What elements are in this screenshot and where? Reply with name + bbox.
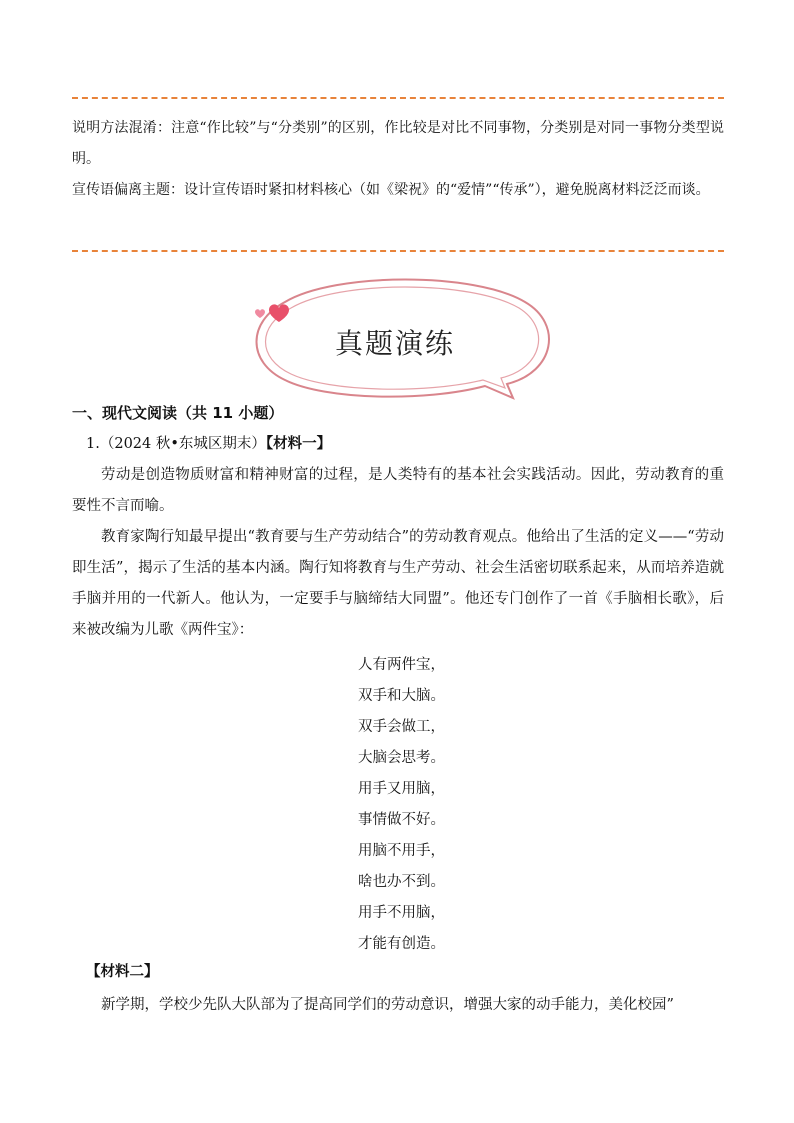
- question-source: （2024 秋•东城区期末）: [99, 436, 266, 452]
- poem-line: 双手会做工，: [358, 719, 445, 735]
- poem-line: 用脑不用手，: [358, 843, 445, 859]
- tip-method-confusion: 说明方法混淆：注意“作比较”与“分类别”的区别，作比较是对比不同事物，分类别是对同一事物分类型说明。: [72, 120, 724, 167]
- material1-body: [72, 460, 724, 646]
- material1-label: 【材料一】: [265, 435, 332, 452]
- tip-slogan-off-topic: 宣传语偏离主题：设计宣传语时紧扣材料核心（如《梁祝》的“爱情”“传承”），避免脱离材料泛泛而谈。: [72, 182, 710, 198]
- section-heading: 一、现代文阅读（共 11 小题）: [72, 404, 284, 422]
- paragraph: 教育家陶行知最早提出“教育要与生产劳动结合”的劳动教育观点。他给出了生活的定义——“劳动即生活”，揭示了生活的基本内涵。陶行知将教育与生产劳动、社会生活密切联系起来，从而培养造就手脑并用的一代新人。他认为，一定要手与脑缔结大同盟”。他还专门创作了一首《手脑相长歌》，后来被改编为儿歌《两件宝》：: [72, 529, 724, 638]
- poem-line: 用手又用脑，: [358, 781, 445, 797]
- poem-line: 用手不用脑，: [358, 905, 445, 921]
- material2-body: [72, 990, 724, 1021]
- poem-line: 人有两件宝，: [358, 657, 445, 673]
- poem-line: 啥也办不到。: [358, 874, 445, 890]
- poem-line: 才能有创造。: [358, 936, 445, 952]
- poem-line: 大脑会思考。: [358, 750, 445, 766]
- poem-line: 双手和大脑。: [358, 688, 445, 704]
- banner-title: 真题演练: [334, 327, 455, 360]
- small-heart-icon: [255, 309, 265, 318]
- poem-block: [358, 650, 445, 960]
- question-header: [86, 432, 331, 453]
- paragraph: 新学期，学校少先队大队部为了提高同学们的劳动意识，增强大家的动手能力，美化校园”: [101, 997, 674, 1013]
- poem-line: 事情做不好。: [358, 812, 445, 828]
- section-banner: [245, 272, 555, 412]
- bottom-dashed-divider: [72, 250, 724, 252]
- paragraph: 劳动是创造物质财富和精神财富的过程，是人类特有的基本社会实践活动。因此，劳动教育的重要性不言而喻。: [72, 467, 724, 514]
- top-dashed-divider: [72, 97, 724, 99]
- tips-block: [72, 113, 724, 206]
- material2-label: 【材料二】: [86, 963, 159, 980]
- question-number: 1.: [86, 436, 100, 452]
